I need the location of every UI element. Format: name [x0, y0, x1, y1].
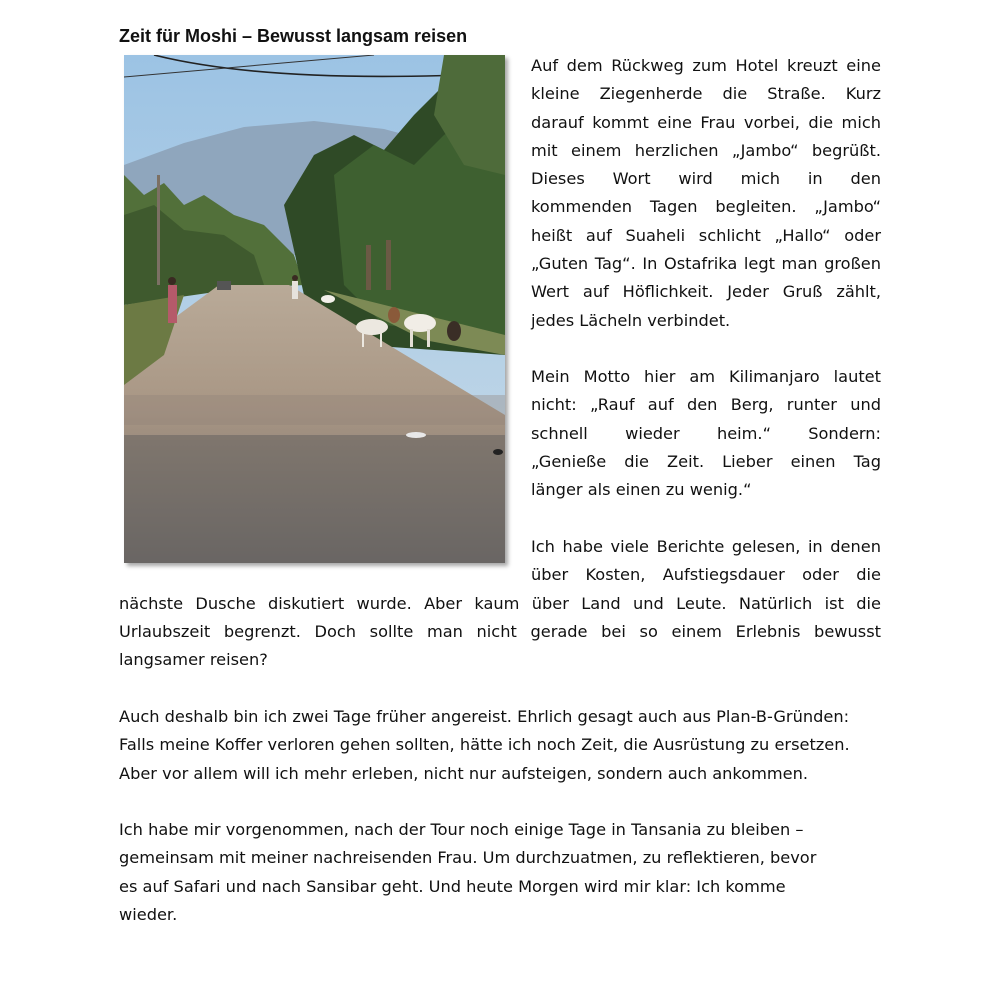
text-line: kleine Ziegenherde die Straße. Kurz — [531, 84, 881, 104]
paragraph-5 — [119, 816, 881, 929]
text-line: gemeinsam mit meiner nachreisenden Frau. Um durchzuatmen, zu reflektieren, bevor — [119, 848, 817, 868]
text-line: Urlaubszeit begrenzt. Doch sollte man nicht gerade bei so einem Erlebnis bewusst — [119, 621, 881, 641]
text-line: schnell wieder heim.“ Sondern: — [531, 423, 881, 443]
text-line: darauf kommt eine Frau vorbei, die mich — [531, 112, 881, 132]
text-line: heißt auf Suaheli schlicht „Hallo“ oder — [531, 225, 881, 245]
article-title: Zeit für Moshi – Bewusst langsam reisen — [119, 26, 468, 46]
paragraph-4 — [119, 703, 881, 788]
text-line: Wert auf Höflichkeit. Jeder Gruß zählt, — [531, 282, 881, 302]
text-line: kommenden Tagen begleiten. „Jambo“ — [531, 197, 881, 217]
text-line: Mein Motto hier am Kilimanjaro lautet — [531, 367, 881, 386]
text-line: „Genieße die Zeit. Lieber einen Tag — [531, 451, 881, 471]
text-line: Ich habe viele Berichte gelesen, in denen — [531, 537, 881, 556]
text-line: Aber vor allem will ich mehr erleben, nicht nur aufsteigen, sondern auch ankommen. — [119, 763, 809, 783]
paragraph-3 — [119, 533, 881, 674]
text-line: Dieses Wort wird mich in den — [531, 169, 881, 189]
text-line: Ich habe mir vorgenommen, nach der Tour noch einige Tage in Tansania zu bleiben – — [119, 820, 804, 839]
text-line: nicht: „Rauf auf den Berg, runter und — [531, 395, 881, 415]
text-line: Auf dem Rückweg zum Hotel kreuzt eine — [531, 56, 881, 75]
text-line: jedes Lächeln verbindet. — [531, 310, 731, 330]
paragraph-2 — [531, 363, 881, 504]
text-line: länger als einen zu wenig.“ — [531, 480, 752, 500]
text-line: nächste Dusche diskutiert wurde. Aber kaum über Land und Leute. Natürlich ist die — [119, 593, 881, 613]
text-line: über Kosten, Aufstiegsdauer oder die — [531, 565, 881, 585]
text-line: mit einem herzlichen „Jambo“ begrüßt. — [531, 140, 881, 160]
paragraph-1 — [531, 52, 881, 335]
text-line: es auf Safari und nach Sansibar geht. Und heute Morgen wird mir klar: Ich komme — [119, 876, 786, 896]
text-line: Auch deshalb bin ich zwei Tage früher angereist. Ehrlich gesagt auch aus Plan-B-Gründen: — [119, 707, 850, 726]
road-with-goats-photo — [124, 55, 505, 563]
text-line: „Guten Tag“. In Ostafrika legt man großen — [531, 254, 881, 274]
text-line: Falls meine Koffer verloren gehen sollten, hätte ich noch Zeit, die Ausrüstung zu ersetzen. — [119, 735, 850, 755]
text-line: wieder. — [119, 904, 178, 924]
text-line: langsamer reisen? — [119, 650, 268, 670]
